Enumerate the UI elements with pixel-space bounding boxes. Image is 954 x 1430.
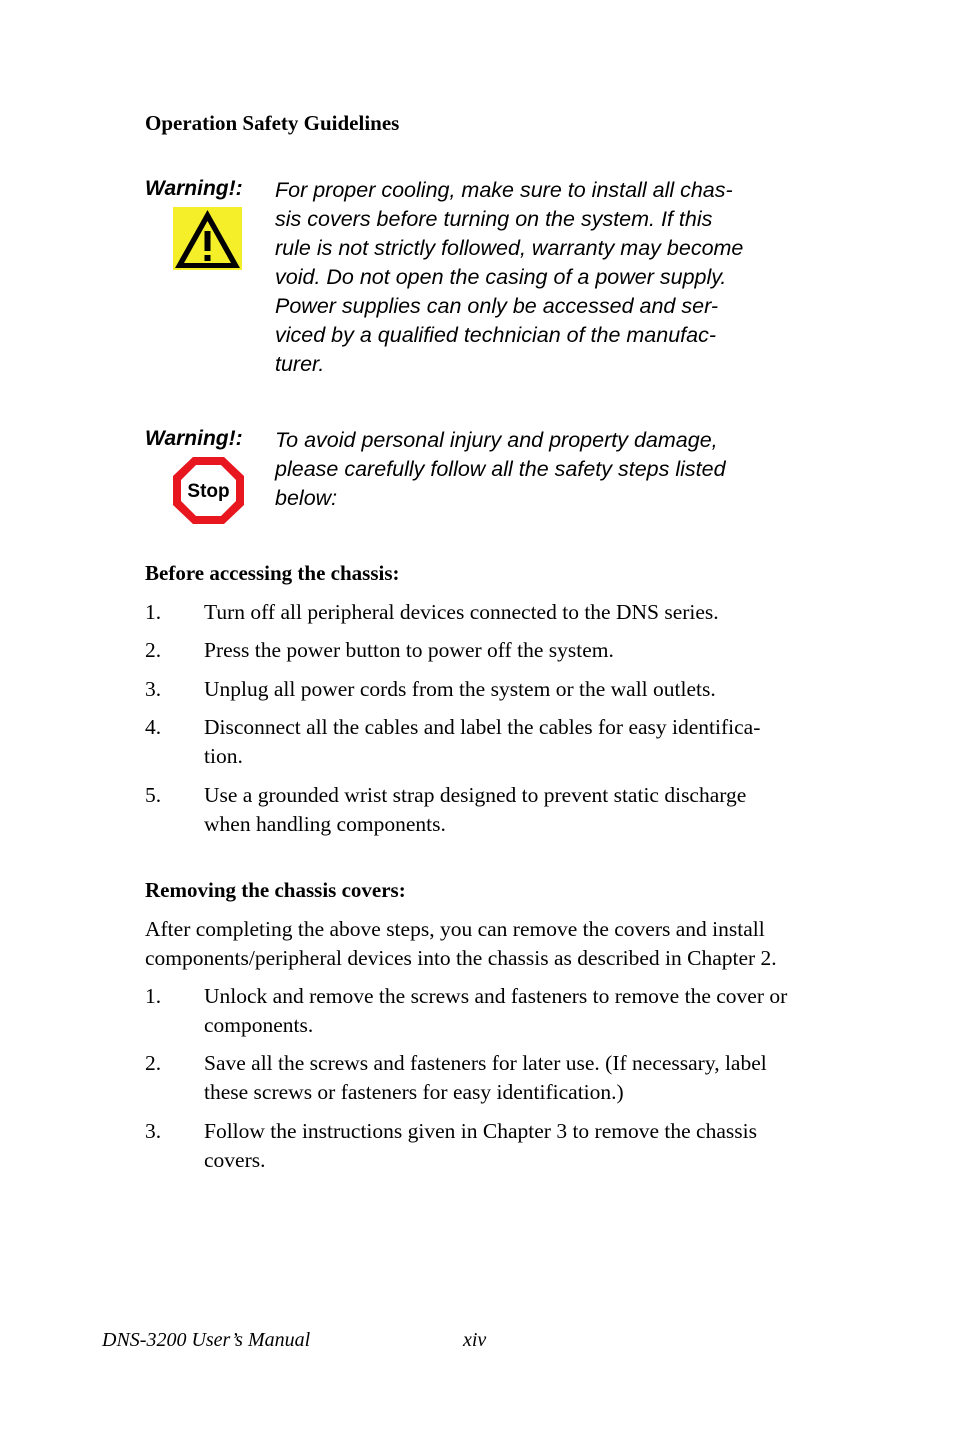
warning-line: Power supplies can only be accessed and ser- (275, 294, 718, 318)
list-item-text: components. (204, 1013, 314, 1037)
list-item-text: Disconnect all the cables and label the cables for easy identifica- (204, 715, 761, 739)
page-title: Operation Safety Guidelines (145, 111, 400, 135)
list-item-text: Follow the instructions given in Chapter 3 to remove the chassis (204, 1119, 757, 1143)
warning-text-1 (275, 176, 743, 379)
warning-line: void. Do not open the casing of a power supply. (275, 265, 727, 289)
list-item-text: Unlock and remove the screws and fasteners to remove the cover or (204, 984, 788, 1008)
list-item-number: 1. (145, 984, 162, 1008)
stop-sign-text: Stop (187, 481, 230, 502)
list-item-number: 2. (145, 638, 162, 662)
warning-line: sis covers before turning on the system. If this (275, 207, 713, 231)
list-item-text: covers. (204, 1148, 266, 1172)
list-item (204, 675, 864, 704)
list-item (204, 1117, 864, 1175)
intro-line: After completing the above steps, you can remove the covers and install (145, 917, 765, 941)
list-item-text: Unplug all power cords from the system or the wall outlets. (204, 677, 716, 701)
warning-label: Warning!: (145, 427, 243, 450)
list-item (204, 598, 864, 627)
list-item-text: tion. (204, 744, 243, 768)
warning-line: viced by a qualified technician of the manufac- (275, 323, 717, 347)
list-item-text: Save all the screws and fasteners for later use. (If necessary, label (204, 1051, 767, 1075)
list-item-text: when handling components. (204, 812, 446, 836)
list-item-number: 2. (145, 1051, 162, 1075)
warning-label: Warning!: (145, 177, 243, 200)
caution-triangle-icon (173, 207, 242, 270)
warning-line: turer. (275, 352, 325, 376)
list-item (204, 982, 864, 1040)
list-item-text: these screws or fasteners for easy identification.) (204, 1080, 624, 1104)
section-heading-removing: Removing the chassis covers: (145, 878, 406, 902)
warning-line: below: (275, 486, 338, 510)
list-item-number: 4. (145, 715, 162, 739)
list-item (204, 713, 864, 771)
warning-line: rule is not strictly followed, warranty may become (275, 236, 744, 260)
stop-sign-icon (172, 456, 245, 525)
list-item-text: Press the power button to power off the system. (204, 638, 614, 662)
list-item-number: 1. (145, 600, 162, 624)
list-item-text: Use a grounded wrist strap designed to prevent static discharge (204, 783, 747, 807)
footer-page-number: xiv (463, 1329, 487, 1351)
intro-line: components/peripheral devices into the chassis as described in Chapter 2. (145, 946, 777, 970)
warning-line: please carefully follow all the safety steps listed (275, 457, 726, 481)
list-item-number: 3. (145, 1119, 162, 1143)
list-item-number: 3. (145, 677, 162, 701)
list-item (204, 1049, 864, 1107)
warning-line: For proper cooling, make sure to install all chas- (275, 178, 733, 202)
section-heading-before: Before accessing the chassis: (145, 561, 400, 585)
warning-text-2 (275, 426, 726, 513)
list-item (204, 636, 864, 665)
footer-manual-title: DNS-3200 User’s Manual (102, 1329, 311, 1351)
warning-line: To avoid personal injury and property damage, (275, 428, 718, 452)
list-item (204, 781, 864, 839)
list-item-text: Turn off all peripheral devices connected to the DNS series. (204, 600, 719, 624)
list-item-number: 5. (145, 783, 162, 807)
removing-intro (145, 915, 777, 973)
